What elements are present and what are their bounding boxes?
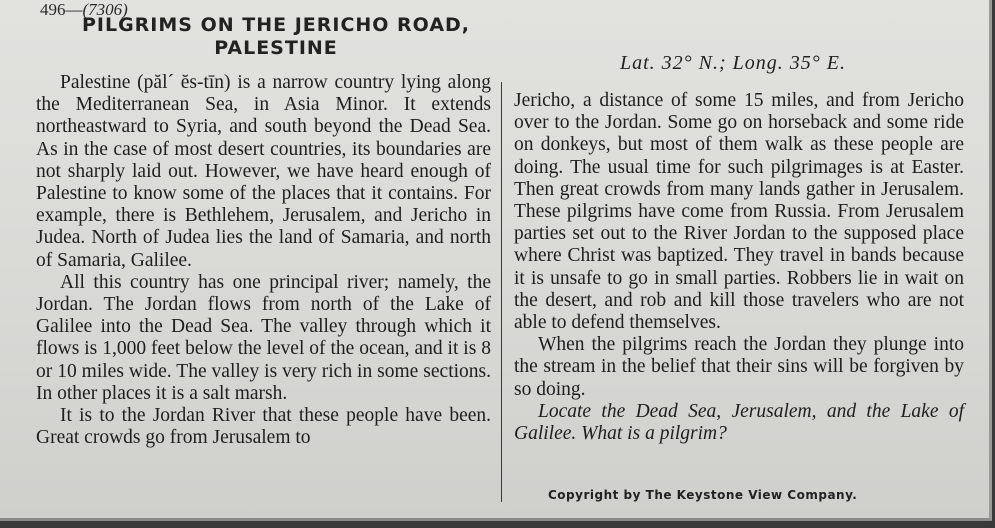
left-column <box>36 72 491 449</box>
column-divider <box>501 82 502 502</box>
page-title <box>56 14 496 60</box>
paragraph-4: When the pilgrims reach the Jordan they plunge into the stream in the belief that their sins will be forgiven by so doing. <box>514 334 964 400</box>
paragraph-3-continued: Jericho, a distance of some 15 miles, and from Jericho over to the Jordan. Some go on horseback and some ride on donkeys, but most of them walk as these people are doing. The usual time for such pilgrimages is at Easter. Then great crowds from many lands gather in Jerusalem. These pilgrims have come from Russia. From Jerusalem parties set out to the River Jordan to the supposed place where Christ was baptized. They travel in bands because it is unsafe to go in small parties. Robbers lie in wait on the desert, and rob and kill those travelers who are not able to defend themselves. <box>514 90 964 334</box>
catalog-code: (7306) <box>82 0 128 19</box>
paragraph-1: Palestine (păl´ ĕs-tīn) is a narrow country lying along the Mediterranean Sea, in Asia Minor. It extends northeastward to Syria, and south beyond the Dead Sea. As in the case of most desert countries, its boundaries are not sharply laid out. However, we have heard enough of Palestine to know some of the places that it contains. For example, there is Bethlehem, Jerusalem, and Jericho in Judea. North of Judea lies the land of Samaria, and north of Samaria, Galilee. <box>36 72 491 271</box>
study-question: Locate the Dead Sea, Jerusalem, and the Lake of Galilee. What is a pilgrim? <box>514 400 964 445</box>
copyright-notice: Copyright by The Keystone View Company. <box>548 488 858 502</box>
paragraph-2: All this country has one principal river; namely, the Jordan. The Jordan flows from north of the Lake of Galilee into the Dead Sea. The valley through which it flows is 1,000 feet below the level of the ocean, and it is 8 or 10 miles wide. The valley is very rich in some sections. In other places it is a salt marsh. <box>36 271 491 404</box>
lat-long-label: Lat. 32° N.; Long. 35° E. <box>620 52 847 74</box>
catalog-number-main: 496— <box>40 0 83 19</box>
paragraph-3: It is to the Jordan River that these people have been. Great crowds go from Jerusalem to <box>36 405 491 449</box>
title-line-1: PILGRIMS ON THE JERICHO ROAD, <box>81 14 471 36</box>
right-column <box>514 90 964 445</box>
title-line-2: PALESTINE <box>214 37 338 59</box>
